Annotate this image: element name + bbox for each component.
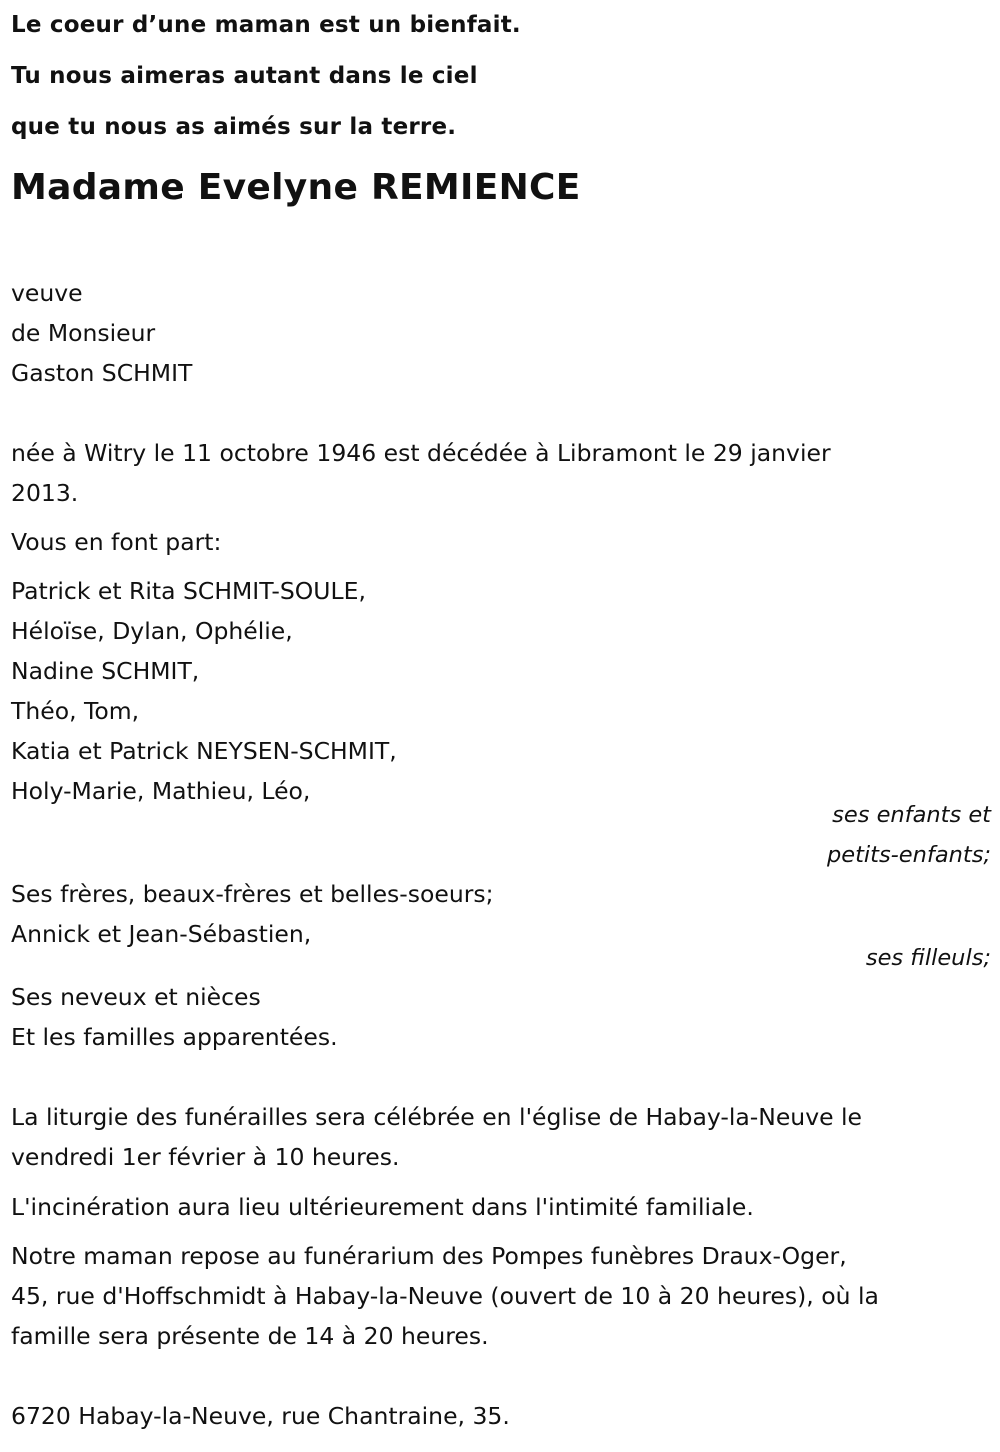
funeral-line: vendredi 1er février à 10 heures. [11,1143,400,1171]
family-address: 6720 Habay-la-Neuve, rue Chantraine, 35. [11,1402,510,1430]
children-role [11,795,991,875]
role-line: ses enfants et [832,802,991,828]
spouse-line: veuve [11,279,83,307]
list-item: Théo, Tom, [11,697,140,725]
funeral-info [11,1097,991,1177]
deceased-name: Madame Evelyne REMIENCE [11,167,581,208]
funeral-line: La liturgie des funérailles sera célébrée en l'église de Habay-la-Neuve le [11,1103,863,1131]
funerarium-info [11,1236,991,1356]
children-list [11,571,991,811]
relatives-line: Ses neveux et nièces [11,983,261,1011]
list-item: Katia et Patrick NEYSEN-SCHMIT, [11,737,397,765]
spouse-line: Gaston SCHMIT [11,359,193,387]
list-item: Patrick et Rita SCHMIT-SOULE, [11,577,366,605]
quote-line: que tu nous as aimés sur la terre. [11,114,457,140]
quote-line: Le coeur d’une maman est un bienfait. [11,12,521,38]
godchildren-role [11,938,991,978]
quote-line: Tu nous aimeras autant dans le ciel [11,63,478,89]
other-relatives [11,977,991,1057]
siblings-line: Ses frères, beaux-frères et belles-soeurs; [11,880,494,908]
godchildren-line: Annick et Jean-Sébastien, [11,920,312,948]
spouse-info [11,273,991,393]
role-line: petits-enfants; [826,842,991,868]
birth-death-line: née à Witry le 11 octobre 1946 est décédée à Libramont le 29 janvier [11,439,831,467]
announce-text: Vous en font part: [11,528,222,556]
birth-death-info [11,433,991,513]
cremation-info: L'incinération aura lieu ultérieurement dans l'intimité familiale. [11,1193,754,1221]
list-item: Héloïse, Dylan, Ophélie, [11,617,293,645]
opening-quote [11,0,991,153]
role-line: ses filleuls; [865,945,991,971]
spouse-line: de Monsieur [11,319,156,347]
relatives-line: Et les familles apparentées. [11,1023,338,1051]
list-item: Holy-Marie, Mathieu, Léo, [11,777,311,805]
funerarium-line: Notre maman repose au funérarium des Pompes funèbres Draux-Oger, [11,1242,847,1270]
list-item: Nadine SCHMIT, [11,657,200,685]
funerarium-line: 45, rue d'Hoffschmidt à Habay-la-Neuve (ouvert de 10 à 20 heures), où la [11,1282,879,1310]
birth-death-line: 2013. [11,479,79,507]
funerarium-line: famille sera présente de 14 à 20 heures. [11,1322,489,1350]
